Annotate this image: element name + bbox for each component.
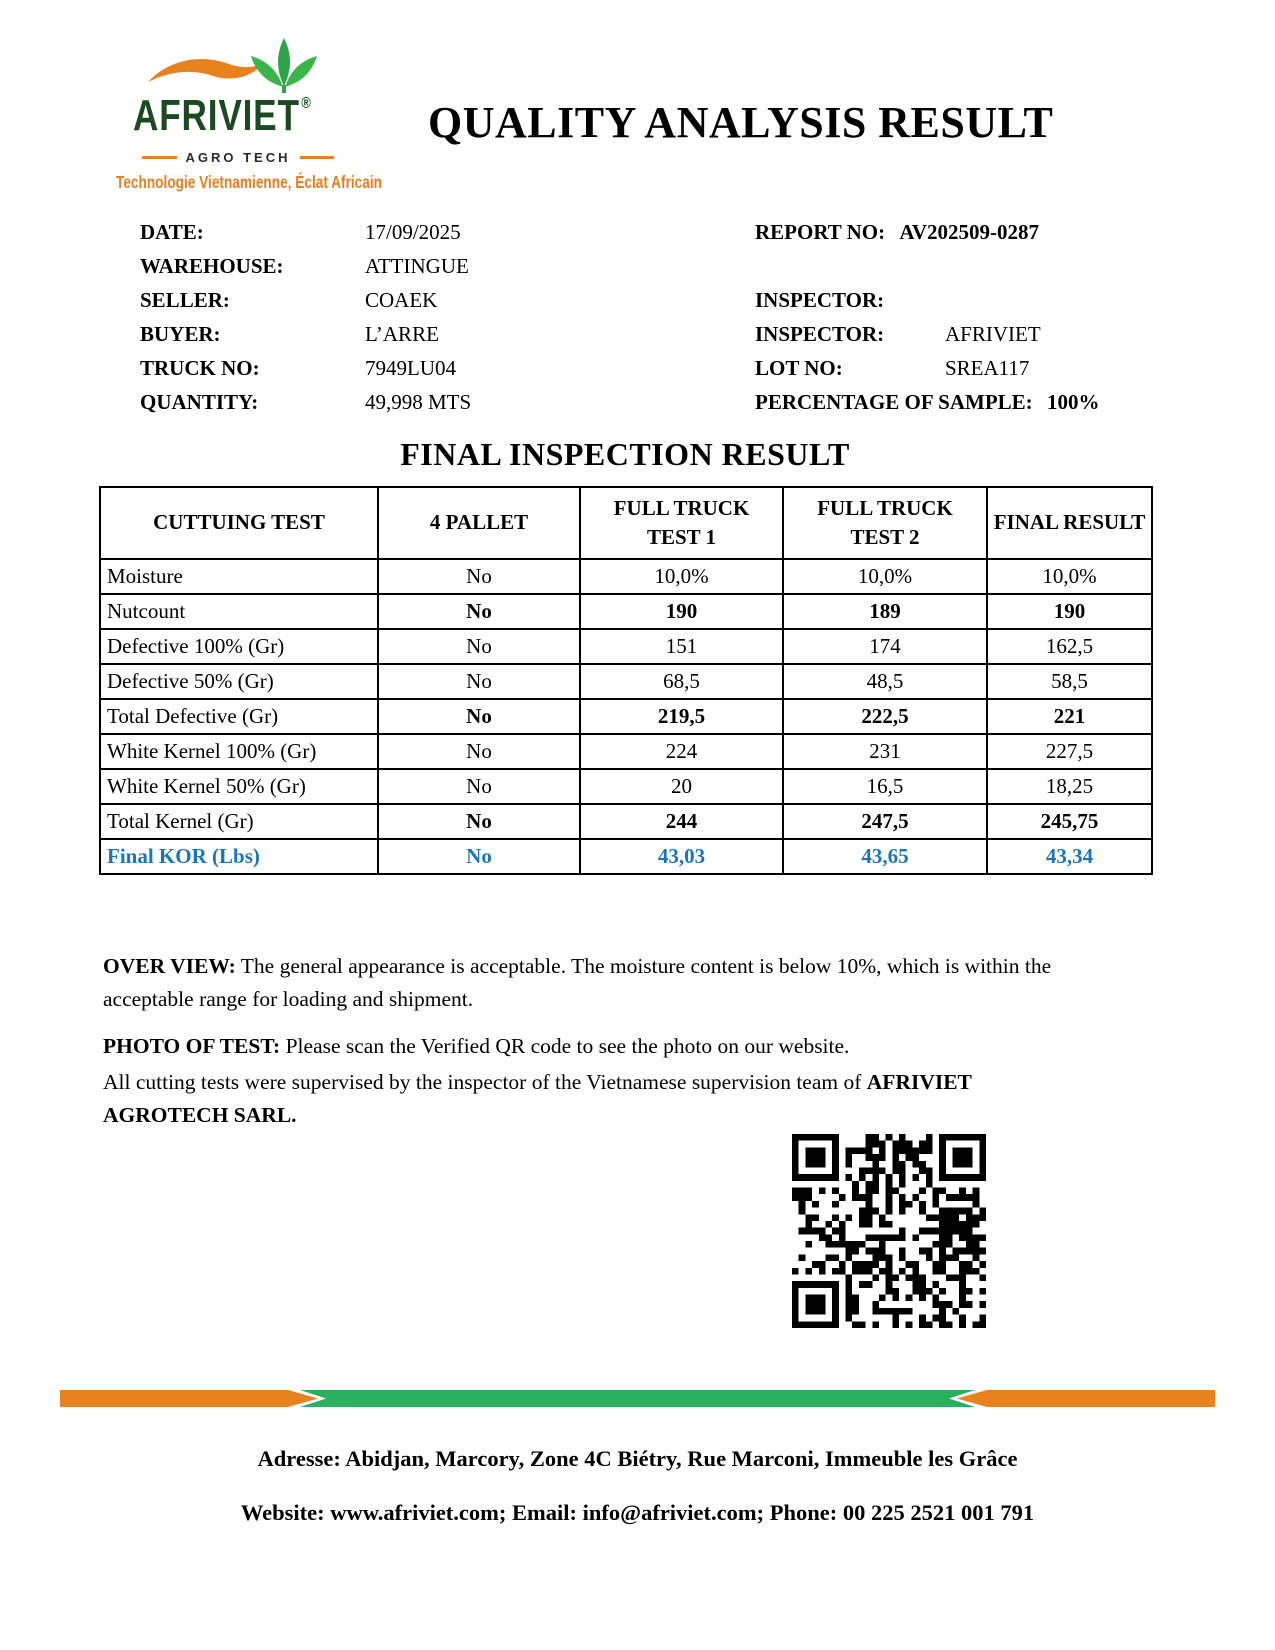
value-cell: 231 (783, 734, 987, 769)
value-cell: 43,34 (987, 839, 1152, 874)
value-cell: No (378, 769, 580, 804)
column-header: FINAL RESULT (987, 487, 1152, 559)
field-quantity: QUANTITY: 49,998 MTS (140, 390, 472, 414)
test-name-cell: Moisture (100, 559, 378, 594)
banner-orange-right (957, 1390, 1215, 1407)
photo-of-test-note: PHOTO OF TEST: Please scan the Verified QR code to see the photo on our website. (103, 1034, 850, 1058)
value-cell: 219,5 (580, 699, 783, 734)
value-cell: 224 (580, 734, 783, 769)
value-cell: 10,0% (783, 559, 987, 594)
divider (300, 156, 335, 159)
table-header-row (100, 487, 1152, 559)
value-cell: No (378, 594, 580, 629)
value-cell: 190 (580, 594, 783, 629)
value-cell: 10,0% (580, 559, 783, 594)
value-cell: 43,03 (580, 839, 783, 874)
field-report-no: REPORT NO: AV202509-0287 (755, 220, 1040, 244)
verified-qr-code (792, 1134, 986, 1328)
value-cell: No (378, 804, 580, 839)
field-warehouse: WAREHOUSE: ATTINGUE (140, 254, 469, 278)
value-cell: 189 (783, 594, 987, 629)
value-cell: 18,25 (987, 769, 1152, 804)
test-name-cell: Final KOR (Lbs) (100, 839, 378, 874)
test-name-cell: Defective 100% (Gr) (100, 629, 378, 664)
value-cell: No (378, 839, 580, 874)
value-cell: 58,5 (987, 664, 1152, 699)
value-cell: 222,5 (783, 699, 987, 734)
overview-note: OVER VIEW: The general appearance is acceptable. The moisture content is below 10%, which is within the acceptable range for loading and shipment. (103, 954, 1052, 1011)
banner-orange-left (60, 1390, 318, 1407)
field-buyer: BUYER: L’ARRE (140, 322, 439, 346)
value-cell: 20 (580, 769, 783, 804)
column-header: 4 PALLET (378, 487, 580, 559)
value-cell: 151 (580, 629, 783, 664)
field-inspector-1: INSPECTOR: (755, 288, 885, 312)
field-sample-percentage: PERCENTAGE OF SAMPLE: 100% (755, 390, 1100, 414)
table-row (100, 769, 1152, 804)
test-name-cell: Total Defective (Gr) (100, 699, 378, 734)
column-header: FULL TRUCK TEST 2 (783, 487, 987, 559)
value-cell: 221 (987, 699, 1152, 734)
footer-contact: Website: www.afriviet.com; Email: info@afriviet.com; Phone: 00 225 2521 001 791 (240, 1500, 1035, 1525)
registered-mark: ® (301, 95, 312, 112)
value-cell: No (378, 559, 580, 594)
field-seller: SELLER: COAEK (140, 288, 438, 312)
section-title: FINAL INSPECTION RESULT (400, 436, 850, 472)
field-date: DATE: 17/09/2025 (140, 220, 461, 244)
inspection-result-table (99, 486, 1153, 875)
info-left-column (140, 220, 472, 424)
supervision-note: All cutting tests were supervised by the inspector of the Vietnamese supervision team of AFRIVIET AGROTECH SARL. (103, 1070, 972, 1127)
value-cell: 48,5 (783, 664, 987, 699)
value-cell: 162,5 (987, 629, 1152, 664)
banner-green-middle (300, 1390, 975, 1407)
table-row (100, 804, 1152, 839)
field-truck-no: TRUCK NO: 7949LU04 (140, 356, 456, 380)
table-row (100, 664, 1152, 699)
test-name-cell: White Kernel 50% (Gr) (100, 769, 378, 804)
value-cell: 247,5 (783, 804, 987, 839)
value-cell: 43,65 (783, 839, 987, 874)
test-name-cell: Total Kernel (Gr) (100, 804, 378, 839)
table-row (100, 699, 1152, 734)
value-cell: No (378, 629, 580, 664)
field-lot-no: LOT NO: SREA117 (755, 356, 1030, 380)
brand-name: AFRIVIET® (133, 91, 312, 140)
test-name-cell: Nutcount (100, 594, 378, 629)
column-header: CUTTUING TEST (100, 487, 378, 559)
column-header: FULL TRUCK TEST 1 (580, 487, 783, 559)
brand-subtitle: AGRO TECH (142, 150, 334, 165)
test-name-cell: White Kernel 100% (Gr) (100, 734, 378, 769)
field-empty (755, 254, 1099, 288)
table-row (100, 559, 1152, 594)
table-row (100, 629, 1152, 664)
info-right-column (755, 220, 1099, 424)
afriviet-logo-leaves-swoosh-icon (146, 36, 318, 96)
value-cell: 244 (580, 804, 783, 839)
table-row (100, 734, 1152, 769)
value-cell: 16,5 (783, 769, 987, 804)
divider (142, 156, 177, 159)
value-cell: No (378, 734, 580, 769)
page-title: QUALITY ANALYSIS RESULT (428, 98, 1054, 147)
value-cell: 190 (987, 594, 1152, 629)
footer-address: Adresse: Abidjan, Marcory, Zone 4C Biétry, Rue Marconi, Immeuble les Grâce (257, 1446, 1018, 1471)
value-cell: 174 (783, 629, 987, 664)
value-cell: 227,5 (987, 734, 1152, 769)
value-cell: 10,0% (987, 559, 1152, 594)
brand-tagline: Technologie Vietnamienne, Éclat Africain (116, 172, 382, 192)
value-cell: No (378, 699, 580, 734)
table-row (100, 839, 1152, 874)
footer-banner (0, 1390, 1275, 1407)
table-row (100, 594, 1152, 629)
value-cell: No (378, 664, 580, 699)
field-inspector-2: INSPECTOR: AFRIVIET (755, 322, 1041, 346)
value-cell: 68,5 (580, 664, 783, 699)
value-cell: 245,75 (987, 804, 1152, 839)
test-name-cell: Defective 50% (Gr) (100, 664, 378, 699)
